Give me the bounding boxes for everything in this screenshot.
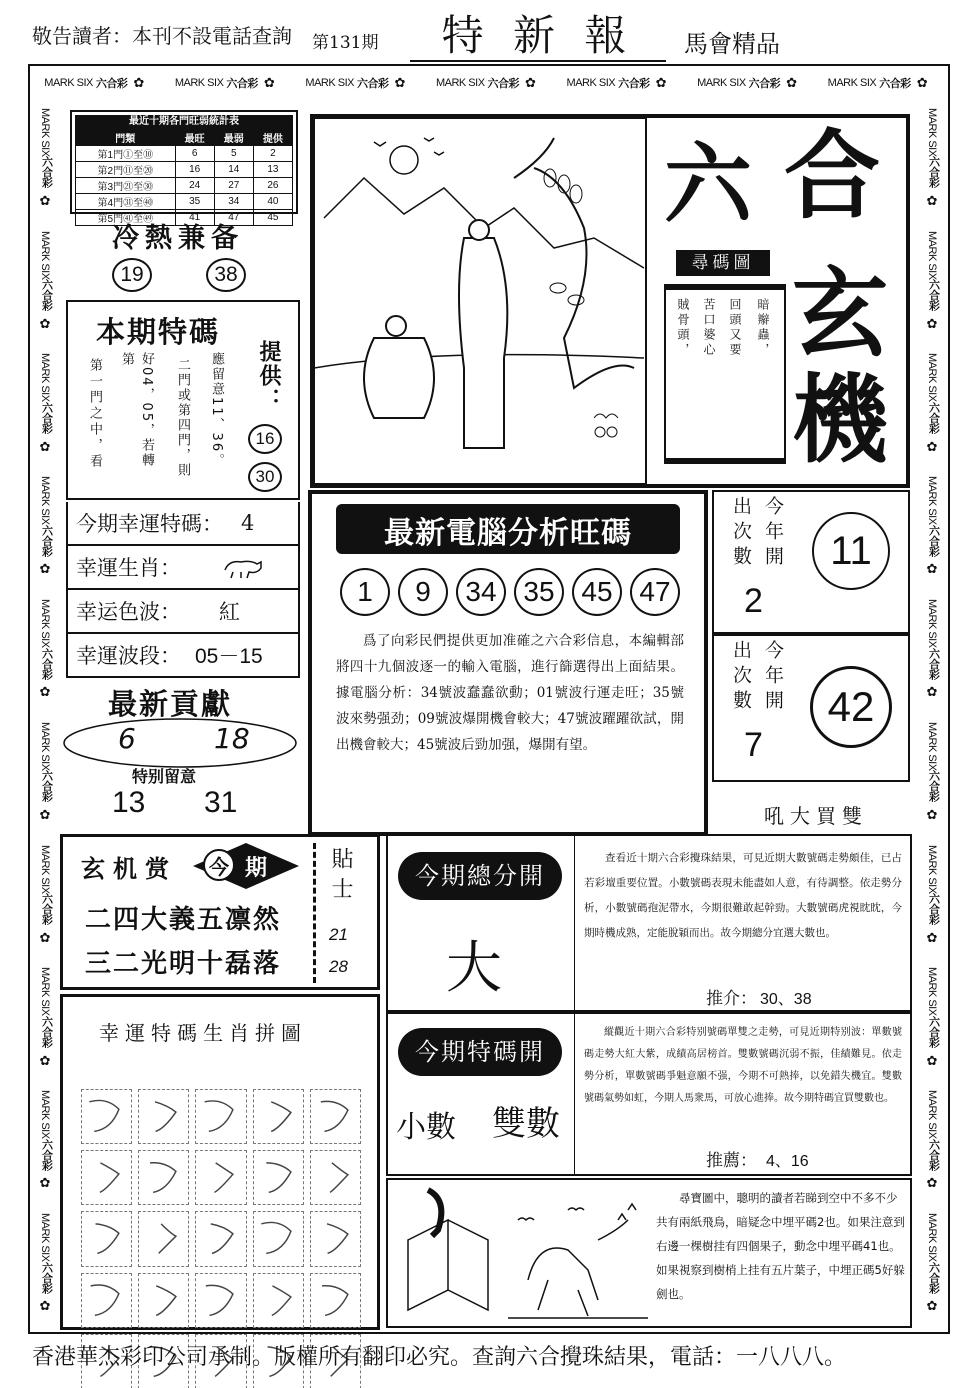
stats-label-year: 今年開 [762,640,784,715]
border-logo [697,75,803,91]
flower-icon: ✿ [37,439,53,455]
flower-icon: ✿ [924,316,940,332]
flower-icon: ✿ [37,316,53,332]
mark-six-text: MARK SIX [174,77,224,89]
stats-label-count: 出次數 [730,496,752,571]
lucky-color-value: 紅 [219,600,240,624]
total-rec-value: 30、38 [760,991,812,1008]
computer-paragraph: 爲了向彩民們提供更加准確之六合彩信息，本編輯部將四十九個波逐一的輸入電腦，進行篩選得出上面結果。據電腦分析：34號波蠢蠢欲動；01號波行運走旺；35號波來勢强劲；09號波爆開機會較大；47號波躍躍欲試，開出機會較大；45號波后勁加强，爆開有望。 [336,633,684,753]
flower-icon: ✿ [37,685,53,701]
puzzle-piece [310,1150,361,1205]
puzzle-piece [253,1089,304,1144]
border-logo [923,722,942,829]
puzzle-piece [195,1089,246,1144]
mark-six-text: MARK SIX [39,599,51,648]
reader-notice: 敬告讀者：本刊不設電話查詢 [32,24,292,48]
liuhecai-text: 六合彩 [879,78,911,90]
contribution-ellipse [60,716,300,770]
flower-icon: ✿ [924,1299,940,1315]
flower-icon: ✿ [525,75,536,91]
liuhecai-text: 六合彩 [927,1016,940,1048]
puzzle-piece [81,1089,132,1144]
lucky-zodiac-row [68,546,298,590]
attention-number: 31 [204,786,238,819]
special-odd-even-box [386,1012,912,1176]
mark-six-text: MARK SIX [44,77,93,89]
border-logo [36,1213,55,1320]
mark-six-text: MARK SIX [39,476,51,525]
xuanji-tip-number: 21 [329,925,348,944]
special-odd-even-b: 雙數 [492,1104,560,1144]
border-logo [923,108,942,215]
mark-six-text: MARK SIX [39,844,51,894]
border-logo [923,845,942,952]
special-rec-value: 4、16 [766,1153,809,1170]
liuhecai-text: 六合彩 [748,78,781,90]
scroll-label: 尋碼圖 [676,250,770,276]
scroll-line: 回頭又要 [728,298,742,358]
footer-text: 香港華杰彩印公司承制。版權所有翻印必究。查詢六合攪珠結果，電話：一八八八。 [32,1345,847,1370]
hot-table-row [76,146,293,162]
flower-icon: ✿ [924,562,940,578]
special-odd-even-text: 縱觀近十期六合彩特别號碼單雙之走勢，可見近期特别波：單數號碼走勢大紅大紫，成績高居榜首。雙數號碼沉弱不振，佳績難見。依走勢分析，單數號碼爭魁意願不强，今期不可熱捧，以免錯失機宜。雙數號碼氣勢如虹，今期人馬衆馬，可放心進捧。故今期特碼宜買雙數也。 [584,1027,902,1104]
flower-icon: ✿ [924,685,940,701]
bottom-story-box [386,1178,912,1328]
mark-six-text: MARK SIX [39,230,51,280]
lucky-segment-row [68,634,298,678]
cold-hot-title: 冷熱兼备 [112,223,244,254]
liuhecai-text: 六合彩 [40,156,53,188]
puzzle-piece [81,1211,132,1266]
border-logo [36,231,55,338]
puzzle-piece [253,1211,304,1266]
stats-block [712,490,910,634]
hot-cold-table-box [70,110,298,225]
puzzle-piece [310,1089,361,1144]
computer-number: 9 [398,568,448,616]
border-strip-left [32,100,58,1328]
liuhecai-text: 六合彩 [40,647,53,680]
flower-icon: ✿ [924,807,940,823]
mark-six-text: MARK SIX [566,77,616,89]
flower-icon: ✿ [924,1053,940,1069]
xuanji-title: 玄机赏 [81,854,177,883]
special-column: 二門或第四門，則 [175,358,190,478]
mark-six-text: MARK SIX [39,1213,51,1262]
computer-title: 最新電腦分析旺碼 [384,516,632,551]
computer-number: 34 [456,568,506,616]
stats-count: 7 [744,726,763,764]
hot-table [75,129,293,226]
mark-six-text: MARK SIX [926,107,938,157]
hot-table-row [76,194,293,210]
hot-table-cell: 第5門㊶至㊾ [76,210,176,226]
flower-icon: ✿ [394,75,406,91]
flower-icon: ✿ [924,930,940,946]
flower-icon: ✿ [924,1176,940,1192]
xuanji-line: 三二光明十磊落 [85,949,282,979]
special-odd-even-label: 今期特碼開 [398,1028,562,1076]
computer-number-row [340,568,680,616]
puzzle-piece [253,1273,304,1328]
hot-table-title: 最近十期各門旺弱統計表 [75,115,293,129]
border-logo [923,476,942,583]
scroll-line: 賊骨頭， [676,298,690,358]
mark-six-text: MARK SIX [435,77,485,89]
puzzle-title: 幸運特碼生肖拼圖 [99,1021,307,1045]
liuhecai-text: 六合彩 [927,524,940,557]
xuanji-period-badge: 期 [245,855,268,881]
mark-six-text: MARK SIX [926,844,938,894]
computer-analysis-box [308,490,708,836]
stats-number: 42 [810,666,892,748]
liuhecai-text: 六合彩 [40,1138,53,1171]
mark-six-text: MARK SIX [39,107,51,157]
liuhecai-text: 六合彩 [226,78,258,90]
border-logo [828,75,934,91]
stats-count: 2 [744,582,763,620]
lucky-color-label: 幸运色波： [76,600,181,624]
liuhecai-text: 六合彩 [927,279,940,311]
hot-table-cell: 第4門㉛至㊵ [76,194,176,210]
liuhecai-text: 六合彩 [927,1138,940,1171]
zodiac-animal-icon [221,554,265,580]
story-text: 尋寶圖中，聰明的讀者若睇到空中不多不少共有兩紙飛鳥，暗疑念中埋平碼2也。如果注意到右邊一棵樹挂有四個果子，動念中埋平碼41也。如果視察到樹梢上挂有五片葉子，中埋正碼5好躲劍也。 [656,1191,905,1301]
mark-six-text: MARK SIX [305,77,354,89]
mark-six-text: MARK SIX [926,967,938,1017]
contribution-title: 最新貢獻 [108,687,233,721]
border-logo [36,476,55,583]
border-logo [923,231,942,338]
liuhecai-text: 六合彩 [40,279,53,311]
hot-table-cell: 24 [175,178,214,194]
special-rec-label: 推薦： [706,1151,757,1171]
xuanji-divider [313,843,316,983]
hot-table-cell: 2 [253,146,292,162]
xuanji-tip-number: 28 [329,957,348,976]
border-logo [436,75,542,91]
liuhecai-text: 六合彩 [618,78,650,90]
lucky-special-value: 4 [241,511,255,535]
scroll-line: 苦口婆心 [702,298,716,358]
hot-table-header: 提供 [253,130,292,146]
border-strip-right [918,100,946,1328]
hot-table-cell: 40 [253,194,292,210]
hot-table-cell: 第3門㉑至㉚ [76,178,176,194]
hot-table-header: 門類 [76,130,176,146]
hot-table-cell: 16 [175,162,214,178]
cold-hot-number: 19 [112,258,152,292]
flower-icon: ✿ [37,193,53,209]
mark-six-text: MARK SIX [926,230,938,280]
liuhecai-text: 六合彩 [40,524,53,557]
total-label: 今期總分開 [398,852,562,900]
stats-number: 11 [812,512,890,590]
title-char: 六 [664,132,753,236]
title-char: 機 [792,363,888,476]
flower-icon: ✿ [924,439,940,455]
flower-icon: ✿ [37,1176,53,1192]
puzzle-piece [81,1273,132,1328]
hot-table-cell: 6 [175,146,214,162]
contribution-number: 18 [214,722,250,755]
puzzle-piece [310,1211,361,1266]
puzzle-piece [138,1150,189,1205]
lucky-segment-label: 幸運波段： [76,644,181,668]
special-column: 應留意11、36。 [209,352,224,469]
mark-six-text: MARK SIX [39,967,51,1017]
border-logo [36,967,55,1074]
puzzle-piece [138,1089,189,1144]
flower-icon: ✿ [37,1053,53,1069]
zodiac-puzzle-box [60,994,380,1330]
border-logo [567,75,673,91]
hot-table-cell: 34 [214,194,253,210]
border-logo [36,108,55,215]
hot-table-cell: 第1門①至⑩ [76,146,176,162]
liuhecai-text: 六合彩 [40,1016,53,1048]
attention-number: 13 [112,786,146,819]
liuhecai-text: 六合彩 [927,893,940,925]
liuhecai-text: 六合彩 [487,78,520,90]
cold-hot-number: 38 [206,258,246,292]
scroll-line: 暗辮蟲， [756,298,770,358]
total-value: 大 [446,936,502,1001]
special-provide-label: 提供： [256,340,282,412]
border-logo [923,1090,942,1197]
scroll-card [664,284,786,464]
total-column-divider [574,836,575,1010]
flower-icon: ✿ [786,75,798,91]
flower-icon: ✿ [37,562,53,578]
mark-six-text: MARK SIX [926,721,938,771]
flower-icon: ✿ [133,75,145,91]
puzzle-piece [310,1273,361,1328]
border-logo [923,353,942,460]
lucky-segment-value: 05－15 [195,645,263,668]
title-char: 玄 [792,257,888,370]
hot-table-header: 最弱 [214,130,253,146]
computer-number: 1 [340,568,390,616]
sage-landscape-illustration [314,118,650,484]
lucky-special-label: 今期幸運特碼： [76,512,223,536]
stats-block [712,634,910,782]
mark-six-text: MARK SIX [926,476,938,525]
special-number-box [66,300,300,500]
big-small-header: 吼大買雙 [764,804,868,828]
newspaper-subtitle: 馬會精品 [684,30,780,58]
border-logo [305,75,411,91]
border-logo [44,75,150,91]
computer-number: 47 [630,568,680,616]
lucky-zodiac-label: 幸運生肖： [76,556,181,580]
flower-icon: ✿ [263,75,275,91]
mark-six-text: MARK SIX [926,599,938,648]
border-strip-top [32,68,946,98]
puzzle-piece [195,1150,246,1205]
mark-six-text: MARK SIX [926,1213,938,1262]
hot-table-cell: 47 [214,210,253,226]
special-odd-even-a: 小數 [396,1110,456,1145]
flower-icon: ✿ [916,75,928,91]
hot-table-cell: 26 [253,178,292,194]
lucky-box [66,502,300,678]
mark-six-text: MARK SIX [39,1090,51,1139]
flower-icon: ✿ [655,75,667,91]
border-logo [36,599,55,706]
stats-label-count: 出次數 [730,640,752,715]
liuhecai-text: 六合彩 [40,1261,53,1294]
liuhecai-text: 六合彩 [927,1261,940,1294]
hot-table-cell: 41 [175,210,214,226]
border-logo [36,353,55,460]
border-logo [36,722,55,829]
liuhecai-text: 六合彩 [356,78,389,90]
flower-icon: ✿ [37,1299,53,1315]
puzzle-piece [195,1273,246,1328]
total-rec-label: 推介： [706,989,757,1009]
total-box [386,834,912,1012]
hot-table-cell: 第2門⑪至⑳ [76,162,176,178]
special-provide-number: 30 [248,462,282,492]
puzzle-piece [138,1211,189,1266]
special-column: 好04，05，若轉第 [119,352,154,469]
special-provide-number: 16 [248,424,282,454]
flower-icon: ✿ [37,930,53,946]
issue-number: 第131期 [312,33,379,53]
total-text: 查看近十期六合彩攪珠結果，可見近期大數號碼走勢頗佳，已占若彩壇重要位置。小數號碼表現未能盡如人意，有待調整。依走勢分析，小數號碼孢泥帶水，今期很難敢起幹勁。大數號碼虎視眈眈，今期時機成熟，定能脫穎而出。故今期總分宜選大數也。 [584,852,902,939]
hot-table-cell: 14 [214,162,253,178]
puzzle-piece [138,1273,189,1328]
xuanji-line: 二四大義五凛然 [85,905,282,935]
mark-six-text: MARK SIX [926,353,938,403]
puzzle-piece [195,1211,246,1266]
liuhecai-text: 六合彩 [927,647,940,680]
puzzle-piece [253,1150,304,1205]
xuanji-tip-label: 貼士 [328,847,353,907]
mark-six-text: MARK SIX [926,1090,938,1139]
liuhecai-text: 六合彩 [927,402,940,434]
hot-table-cell: 13 [253,162,292,178]
special-title: 本期特碼 [96,315,221,349]
hot-table-cell: 27 [214,178,253,194]
hot-table-row [76,178,293,194]
special-column-divider [574,1014,575,1174]
flower-icon: ✿ [924,193,940,209]
attention-label: 特别留意 [132,767,197,786]
computer-number: 45 [572,568,622,616]
stats-label-year: 今年開 [762,496,784,571]
main-illustration-box [310,114,910,488]
border-logo [175,75,281,91]
hot-table-row [76,162,293,178]
lucky-color-row [68,590,298,634]
mark-six-text: MARK SIX [39,721,51,771]
lucky-special-row [68,502,298,546]
hot-table-cell: 35 [175,194,214,210]
xuanji-box [60,834,380,990]
flower-icon: ✿ [37,807,53,823]
mark-six-text: MARK SIX [827,77,877,89]
contribution-number: 6 [118,722,136,755]
story-illustration [388,1180,652,1324]
puzzle-grid [81,1089,361,1321]
liuhecai-text: 六合彩 [927,156,940,188]
liuhecai-text: 六合彩 [95,78,128,90]
border-logo [36,1090,55,1197]
mark-six-text: MARK SIX [697,77,746,89]
liuhecai-text: 六合彩 [40,402,53,434]
newspaper-title: 特 新 報 [410,10,666,62]
liuhecai-text: 六合彩 [927,770,940,802]
xuanji-today-badge: 今 [203,849,235,881]
hot-table-cell: 5 [214,146,253,162]
border-logo [36,845,55,952]
mark-six-text: MARK SIX [39,353,51,403]
puzzle-piece [81,1150,132,1205]
hot-table-header: 最旺 [175,130,214,146]
computer-number: 35 [514,568,564,616]
liuhecai-text: 六合彩 [40,770,53,802]
border-logo [923,599,942,706]
header [0,0,964,62]
title-char: 合 [784,119,880,232]
hot-table-cell: 45 [253,210,292,226]
special-column: 第一門之中，看 [87,358,102,470]
border-logo [923,967,942,1074]
liuhecai-text: 六合彩 [40,893,53,925]
border-logo [923,1213,942,1320]
